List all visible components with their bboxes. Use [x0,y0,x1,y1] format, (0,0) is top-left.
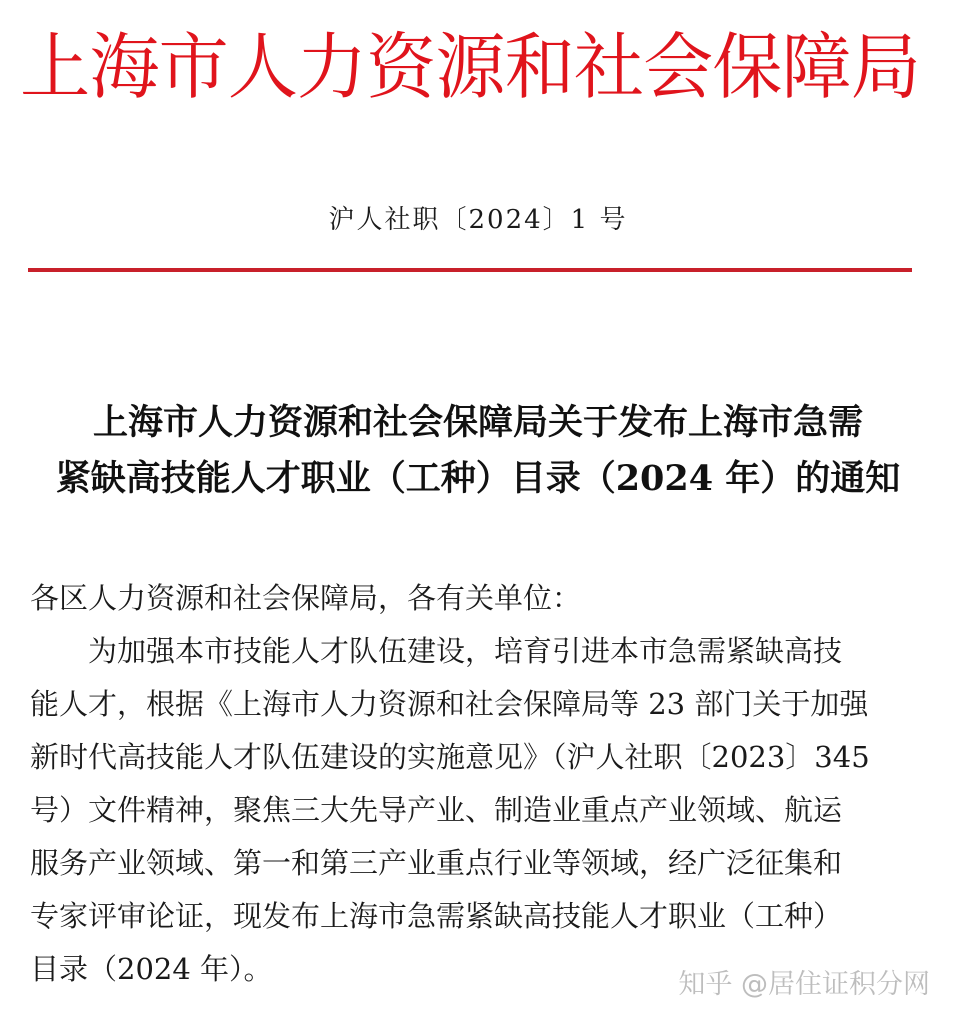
paragraph-line: 服务产业领域、第一和第三产业重点行业等领域，经广泛征集和 [30,846,843,880]
paragraph-line: 目录（2024 年）。 [30,952,273,986]
document-number: 沪人社职〔2024〕1 号 [328,205,628,235]
salutation: 各区人力资源和社会保障局，各有关单位： [30,581,582,615]
paragraph-line: 新时代高技能人才队伍建设的实施意见》（沪人社职〔2023〕345 [30,740,870,774]
title-line-1: 上海市人力资源和社会保障局关于发布上海市急需 [92,402,863,443]
red-divider-line [28,268,912,272]
document-title [20,395,936,507]
zhihu-watermark: 知乎 @居住证积分网 [678,969,930,1000]
title-line-2: 紧缺高技能人才职业（工种）目录（2024 年）的通知 [55,458,901,499]
masthead-org-name: 上海市人力资源和社会保障局 [20,25,921,109]
paragraph-line: 能人才，根据《上海市人力资源和社会保障局等 23 部门关于加强 [30,687,869,721]
document-body [30,572,920,996]
paragraph-line: 专家评审论证，现发布上海市急需紧缺高技能人才职业（工种） [30,899,843,933]
paragraph-line: 号）文件精神，聚焦三大先导产业、制造业重点产业领域、航运 [30,793,843,827]
paragraph-line: 为加强本市技能人才队伍建设，培育引进本市急需紧缺高技 [30,634,843,668]
